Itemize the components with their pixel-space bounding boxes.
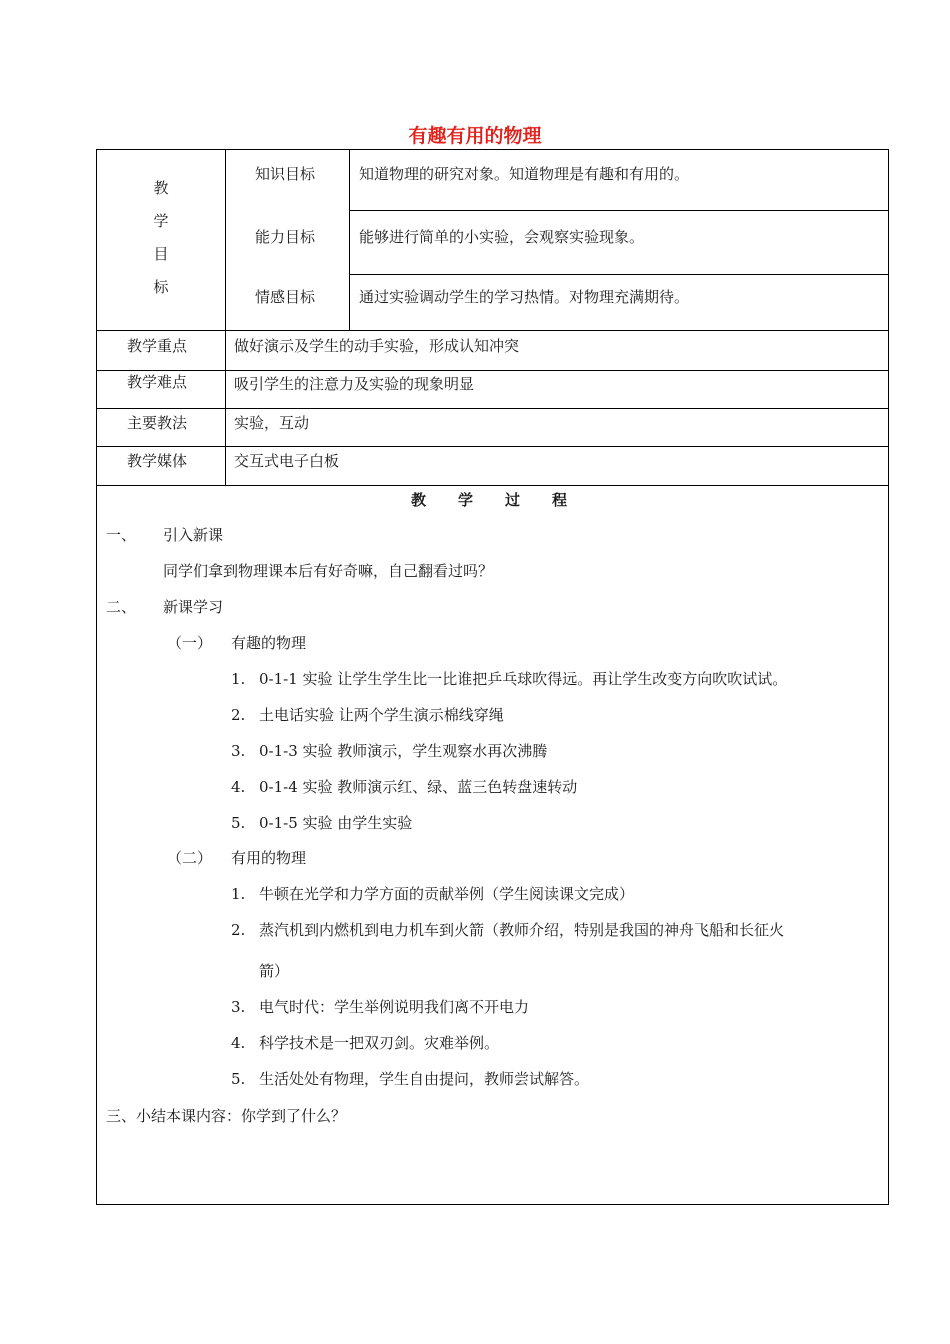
ability-objective-label: 能力目标: [255, 228, 316, 246]
difficulty-content: 吸引学生的注意力及实验的现象明显: [234, 375, 475, 393]
list-item-continuation: 箭）: [259, 962, 290, 980]
section-1-text: 同学们拿到物理课本后有好奇嘛，自己翻看过吗？: [163, 562, 494, 580]
list-item-number: 1.: [231, 670, 246, 688]
objectives-label-char: 目: [153, 245, 169, 263]
teaching-method-label: 主要教法: [127, 414, 188, 432]
key-point-label: 教学重点: [127, 337, 188, 355]
list-item: 土电话实验 让两个学生演示棉线穿绳: [259, 706, 504, 724]
section-3-text: 三、小结本课内容：你学到了什么？: [106, 1107, 347, 1125]
subsection-1-number: （一）: [167, 634, 213, 652]
process-heading-char: 学: [458, 491, 474, 509]
list-item: 蒸汽机到内燃机到电力机车到火箭（教师介绍，特别是我国的神舟飞船和长征火: [259, 921, 785, 939]
grid-line: [349, 274, 889, 275]
grid-line: [97, 330, 889, 331]
grid-line: [349, 150, 350, 330]
list-item-number: 3.: [231, 742, 246, 760]
list-item: 0-1-4 实验 教师演示红、绿、蓝三色转盘速转动: [259, 778, 578, 796]
process-heading-char: 教: [411, 491, 427, 509]
list-item: 电气时代：学生举例说明我们离不开电力: [259, 998, 530, 1016]
ability-objective-content: 能够进行简单的小实验，会观察实验现象。: [359, 228, 645, 246]
emotion-objective-label: 情感目标: [255, 288, 316, 306]
list-item-number: 5.: [231, 1070, 246, 1088]
lesson-plan-table: [96, 149, 889, 1205]
grid-line: [97, 485, 889, 486]
difficulty-label: 教学难点: [127, 373, 188, 391]
process-heading: [411, 490, 599, 510]
subsection-1-title: 有趣的物理: [231, 634, 307, 652]
list-item-number: 2.: [231, 706, 246, 724]
list-item: 生活处处有物理，学生自由提问，教师尝试解答。: [259, 1070, 590, 1088]
knowledge-objective-label: 知识目标: [255, 165, 316, 183]
emotion-objective-content: 通过实验调动学生的学习热情。对物理充满期待。: [359, 288, 690, 306]
teaching-media-content: 交互式电子白板: [234, 452, 340, 470]
section-1-number: 一、: [106, 526, 137, 544]
list-item-number: 2.: [231, 921, 246, 939]
list-item: 0-1-1 实验 让学生学生比一比谁把乒乓球吹得远。再让学生改变方向吹吹试试。: [259, 670, 788, 688]
list-item: 0-1-3 实验 教师演示，学生观察水再次沸腾: [259, 742, 548, 760]
grid-line: [349, 210, 889, 211]
objectives-label-char: 学: [153, 212, 169, 230]
grid-line: [97, 408, 889, 409]
list-item-number: 5.: [231, 814, 246, 832]
document-title: 有趣有用的物理: [408, 125, 542, 147]
section-2-number: 二、: [106, 598, 137, 616]
teaching-method-content: 实验，互动: [234, 414, 310, 432]
list-item: 0-1-5 实验 由学生实验: [259, 814, 413, 832]
section-2-title: 新课学习: [163, 598, 224, 616]
subsection-2-title: 有用的物理: [231, 849, 307, 867]
section-1-title: 引入新课: [163, 526, 224, 544]
subsection-2-number: （二）: [167, 849, 213, 867]
key-point-content: 做好演示及学生的动手实验，形成认知冲突: [234, 337, 520, 355]
list-item-number: 3.: [231, 998, 246, 1016]
grid-line: [225, 330, 226, 485]
list-item-number: 4.: [231, 1034, 246, 1052]
process-heading-char: 程: [552, 491, 568, 509]
list-item-number: 1.: [231, 885, 246, 903]
process-heading-char: 过: [505, 491, 521, 509]
teaching-media-label: 教学媒体: [127, 452, 188, 470]
objectives-label-char: 标: [153, 278, 169, 296]
objectives-label-char: 教: [153, 179, 169, 197]
list-item: 科学技术是一把双刃剑。灾难举例。: [259, 1034, 500, 1052]
list-item-number: 4.: [231, 778, 246, 796]
knowledge-objective-content: 知道物理的研究对象。知道物理是有趣和有用的。: [359, 165, 690, 183]
list-item: 牛顿在光学和力学方面的贡献举例（学生阅读课文完成）: [259, 885, 635, 903]
grid-line: [97, 370, 889, 371]
grid-line: [225, 150, 226, 330]
grid-line: [97, 446, 889, 447]
